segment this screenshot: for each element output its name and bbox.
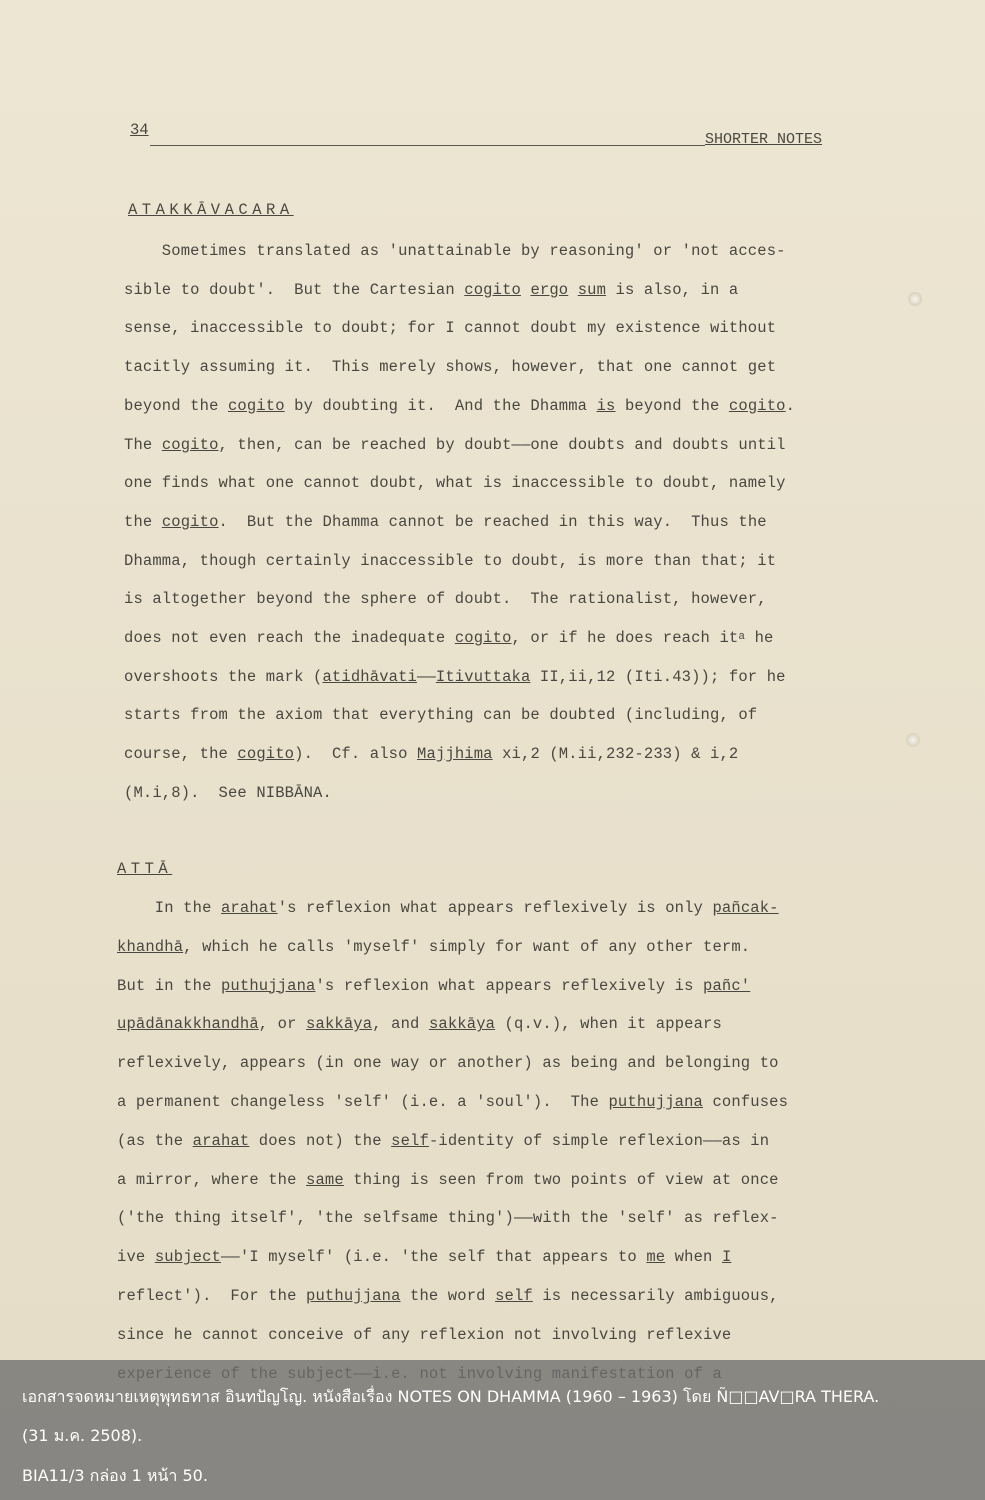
text-line: the cogito. But the Dhamma cannot be reached in this way. Thus the	[124, 512, 767, 531]
text-line: a permanent changeless 'self' (i.e. a 'soul'). The puthujjana confuses	[117, 1093, 789, 1111]
punch-hole-bottom	[906, 733, 920, 747]
text-line: Dhamma, though certainly inaccessible to doubt, is more than that; it	[124, 551, 777, 570]
header-rule	[150, 145, 705, 146]
text-line: beyond the cogito by doubting it. And the Dhamma is beyond the cogito.	[124, 396, 796, 415]
text-line: ('the thing itself', 'the selfsame thing')——with the 'self' as reflex-	[117, 1209, 779, 1228]
caption-line-2: (31 ม.ค. 2508).	[22, 1426, 143, 1445]
section-heading-atakkavacara: ATAKKĀVACARA	[128, 201, 294, 219]
text-line: does not even reach the inadequate cogito, or if he does reach $it^a$ he	[124, 629, 774, 647]
punch-hole-top	[908, 292, 922, 306]
text-line: upādānakkhandhā, or sakkāya, and sakkāya (q.v.), when it appears	[117, 1015, 722, 1034]
section-heading-atta: ATTĀ	[117, 860, 173, 878]
text-line: reflexively, appears (in one way or another) as being and belonging to	[117, 1054, 779, 1073]
text-line: sense, inaccessible to doubt; for I cannot doubt my existence without	[124, 319, 777, 338]
text-line: tacitly assuming it. This merely shows, however, that one cannot get	[124, 358, 777, 377]
text-line: a mirror, where the same thing is seen from two points of view at once	[117, 1170, 779, 1189]
text-line: is altogether beyond the sphere of doubt. The rationalist, however,	[124, 590, 767, 609]
text-line: (as the arahat does not) the self-identity of simple reflexion——as in	[117, 1131, 770, 1150]
text-line: overshoots the mark (atidhāvati——Itivuttaka II,ii,12 (Iti.43)); for he	[124, 667, 786, 686]
text-line: But in the puthujjana's reflexion what appears reflexively is pañc'	[117, 976, 751, 995]
text-line: Sometimes translated as 'unattainable by reasoning' or 'not acces-	[124, 242, 786, 260]
text-line: (M.i,8). See NIBBĀNA.	[124, 783, 332, 802]
text-line: since he cannot conceive of any reflexion not involving reflexive	[117, 1325, 732, 1344]
archive-caption-bar	[0, 1360, 985, 1500]
text-line: one finds what one cannot doubt, what is inaccessible to doubt, namely	[124, 474, 786, 493]
caption-line-3: BIA11/3 กล่อง 1 หน้า 50.	[22, 1466, 208, 1485]
text-line: ive subject——'I myself' (i.e. 'the self that appears to me when I	[117, 1248, 732, 1267]
running-header-title: SHORTER NOTES	[705, 131, 823, 148]
caption-line-1: เอกสารจดหมายเหตุพุทธทาส อินทปัญโญ. หนังสือเรื่อง NOTES ON DHAMMA (1960 – 1963) โดย Ñ□□AV□RA THERA.	[22, 1387, 880, 1406]
text-line: reflect'). For the puthujjana the word self is necessarily ambiguous,	[117, 1287, 779, 1305]
text-line: sible to doubt'. But the Cartesian cogito ergo sum is also, in a	[124, 280, 739, 299]
text-line: starts from the axiom that everything can be doubted (including, of	[124, 706, 758, 725]
text-line: khandhā, which he calls 'myself' simply for want of any other term.	[117, 937, 751, 956]
text-line: In the arahat's reflexion what appears reflexively is only pañcak-	[117, 899, 779, 917]
page-number: 34	[130, 121, 149, 139]
text-line: The cogito, then, can be reached by doubt——one doubts and doubts until	[124, 435, 786, 454]
text-line: course, the cogito). Cf. also Majjhima xi,2 (M.ii,232-233) & i,2	[124, 745, 739, 764]
